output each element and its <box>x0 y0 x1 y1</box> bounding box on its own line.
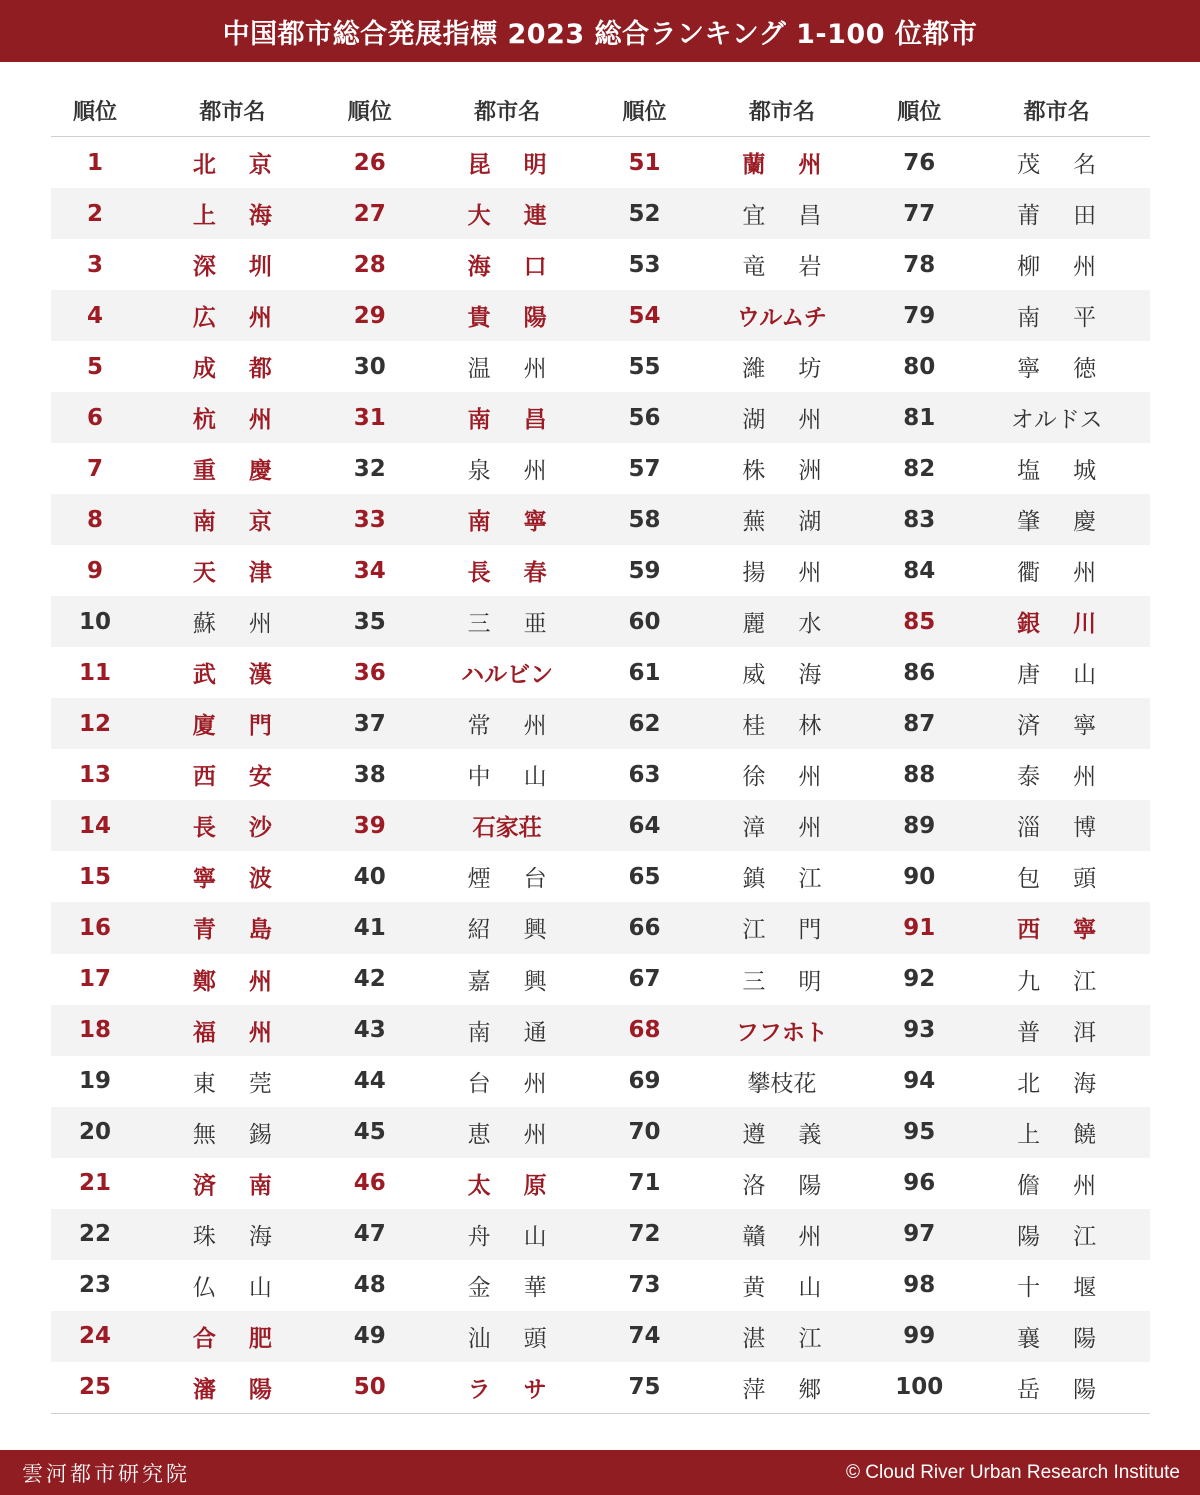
city-name-cell: 済 南 <box>192 1172 272 1199</box>
city-name-cell: 重 慶 <box>192 458 272 485</box>
rank-cell: 85 <box>903 608 936 635</box>
rank-cell: 98 <box>903 1272 936 1299</box>
city-name-cell: 鄭 州 <box>192 968 272 995</box>
city-name-cell: 宜 昌 <box>742 203 822 230</box>
rank-cell: 87 <box>903 710 936 737</box>
rank-cell: 77 <box>903 200 936 227</box>
column-header-city: 都市名 <box>474 99 541 125</box>
city-name-cell: 儋 州 <box>1017 1172 1097 1199</box>
rank-cell: 67 <box>628 966 661 993</box>
rank-cell: 1 <box>86 149 103 176</box>
table-row <box>51 1209 1150 1260</box>
city-name-cell: 広 州 <box>192 305 272 332</box>
city-name-cell: 湖 州 <box>742 407 822 434</box>
rank-cell: 89 <box>903 812 936 839</box>
rank-cell: 46 <box>353 1170 386 1197</box>
table-row <box>51 188 1150 239</box>
column-header-city: 都市名 <box>199 99 266 125</box>
ranking-table <box>51 84 1150 1414</box>
rank-cell: 23 <box>78 1272 111 1299</box>
rank-cell: 80 <box>903 353 936 380</box>
rank-cell: 51 <box>628 149 661 176</box>
city-name-cell: 包 頭 <box>1017 866 1097 893</box>
city-name-cell: 金 華 <box>467 1274 547 1301</box>
rank-cell: 70 <box>628 1119 661 1146</box>
table-row <box>51 800 1150 851</box>
footer-organization: 雲河都市研究院 <box>22 1461 190 1486</box>
rank-cell: 30 <box>353 353 386 380</box>
city-name-cell: 泉 州 <box>467 458 547 485</box>
city-name-cell: 長 沙 <box>192 815 272 842</box>
city-name-cell: 寧 波 <box>192 866 272 893</box>
rank-cell: 26 <box>353 149 386 176</box>
city-name-cell: 洛 陽 <box>742 1172 822 1199</box>
city-name-cell: 仏 山 <box>192 1274 272 1301</box>
rank-cell: 73 <box>628 1272 661 1299</box>
city-name-cell: 常 州 <box>467 713 547 740</box>
city-name-cell: 杭 州 <box>192 407 272 434</box>
column-header-city: 都市名 <box>1023 99 1090 125</box>
rank-cell: 33 <box>353 506 386 533</box>
city-name-cell: 淄 博 <box>1017 815 1097 842</box>
city-name-cell: 嘉 興 <box>467 968 547 995</box>
city-name-cell: 深 圳 <box>192 254 272 281</box>
city-name-cell: 三 明 <box>742 968 822 995</box>
rank-cell: 75 <box>628 1374 661 1401</box>
city-name-cell: 岳 陽 <box>1017 1376 1097 1403</box>
city-name-cell: 成 都 <box>192 356 272 383</box>
rank-cell: 83 <box>903 506 936 533</box>
city-name-cell: 揚 州 <box>742 560 822 587</box>
table-row <box>51 494 1150 545</box>
city-name-cell: 徐 州 <box>742 764 822 791</box>
rank-cell: 48 <box>353 1272 386 1299</box>
table-row <box>51 1056 1150 1107</box>
city-name-cell: 萍 郷 <box>742 1376 822 1403</box>
city-name-cell: 武 漢 <box>192 662 272 689</box>
page-footer <box>0 1450 1200 1495</box>
city-name-cell: 遵 義 <box>742 1121 822 1148</box>
rank-cell: 79 <box>903 302 936 329</box>
rank-cell: 28 <box>353 251 386 278</box>
city-name-cell: 威 海 <box>742 662 822 689</box>
city-name-cell: 済 寧 <box>1017 713 1097 740</box>
table-row <box>51 1260 1150 1311</box>
city-name-cell: 鎮 江 <box>742 866 822 893</box>
table-row <box>51 954 1150 1005</box>
table-row <box>51 392 1150 443</box>
city-name-cell: 舟 山 <box>467 1223 547 1250</box>
rank-cell: 44 <box>353 1068 386 1095</box>
rank-cell: 20 <box>78 1119 111 1146</box>
rank-cell: 76 <box>903 149 936 176</box>
table-row <box>51 137 1150 188</box>
rank-cell: 21 <box>78 1170 111 1197</box>
city-name-cell: 珠 海 <box>192 1223 272 1250</box>
city-name-cell: 昆 明 <box>467 152 547 179</box>
rank-cell: 95 <box>903 1119 936 1146</box>
table-row <box>51 647 1150 698</box>
rank-cell: 12 <box>78 710 111 737</box>
rank-cell: 36 <box>353 659 386 686</box>
rank-cell: 35 <box>353 608 386 635</box>
city-name-cell: 蘇 州 <box>192 611 272 638</box>
city-name-cell: 南 寧 <box>467 509 547 536</box>
city-name-cell: 茂 名 <box>1017 152 1097 179</box>
rank-cell: 63 <box>628 761 661 788</box>
city-name-cell: 莆 田 <box>1017 203 1097 230</box>
rank-cell: 88 <box>903 761 936 788</box>
rank-cell: 86 <box>903 659 936 686</box>
rank-cell: 25 <box>78 1374 111 1401</box>
city-name-cell: 漳 州 <box>742 815 822 842</box>
city-name-cell: 青 島 <box>192 917 272 944</box>
table-row <box>51 1311 1150 1362</box>
rank-cell: 60 <box>628 608 661 635</box>
rank-cell: 18 <box>78 1017 111 1044</box>
table-row <box>51 1005 1150 1056</box>
rank-cell: 32 <box>353 455 386 482</box>
city-name-cell: 福 州 <box>192 1019 272 1046</box>
city-name-cell: 北 京 <box>192 152 272 179</box>
rank-cell: 82 <box>903 455 936 482</box>
city-name-cell: 唐 山 <box>1017 662 1097 689</box>
city-name-cell: 塩 城 <box>1017 458 1097 485</box>
city-name-cell: 濰 坊 <box>742 356 822 383</box>
city-name-cell: 南 京 <box>192 509 272 536</box>
city-name-cell: 天 津 <box>192 560 272 587</box>
rank-cell: 41 <box>353 914 386 941</box>
table-row <box>51 290 1150 341</box>
rank-cell: 29 <box>353 302 386 329</box>
table-row <box>51 443 1150 494</box>
city-name-cell: 蘭 州 <box>742 152 822 179</box>
city-name-cell: オルドス <box>1010 407 1103 434</box>
rank-cell: 81 <box>903 404 936 431</box>
rank-cell: 65 <box>628 863 661 890</box>
city-name-cell: 湛 江 <box>742 1325 822 1352</box>
city-name-cell: 汕 頭 <box>467 1325 547 1352</box>
rank-cell: 56 <box>628 404 661 431</box>
footer-copyright: © Cloud River Urban Research Institute <box>846 1461 1180 1483</box>
city-name-cell: 温 州 <box>467 356 547 383</box>
rank-cell: 72 <box>628 1221 661 1248</box>
rank-cell: 90 <box>903 863 936 890</box>
rank-cell: 16 <box>78 914 111 941</box>
rank-cell: 45 <box>353 1119 386 1146</box>
column-header-rank: 順位 <box>622 99 667 125</box>
rank-cell: 96 <box>903 1170 936 1197</box>
city-name-cell: ハルビン <box>461 662 554 689</box>
rank-cell: 37 <box>353 710 386 737</box>
table-row <box>51 1107 1150 1158</box>
city-name-cell: 南 昌 <box>467 407 547 434</box>
rank-cell: 54 <box>628 302 661 329</box>
city-name-cell: 柳 州 <box>1017 254 1097 281</box>
city-name-cell: 西 寧 <box>1017 917 1097 944</box>
city-name-cell: 貴 陽 <box>467 305 547 332</box>
rank-cell: 93 <box>903 1017 936 1044</box>
page-title: 中国都市総合発展指標 2023 総合ランキング 1-100 位都市 <box>222 18 978 50</box>
table-body <box>51 137 1150 1413</box>
rank-cell: 58 <box>628 506 661 533</box>
city-name-cell: 銀 川 <box>1017 611 1097 638</box>
rank-cell: 94 <box>903 1068 936 1095</box>
city-name-cell: 中 山 <box>467 764 547 791</box>
table-row <box>51 749 1150 800</box>
city-name-cell: 南 平 <box>1017 305 1097 332</box>
rank-cell: 22 <box>78 1221 111 1248</box>
rank-cell: 9 <box>86 557 103 584</box>
city-name-cell: 煙 台 <box>467 866 547 893</box>
rank-cell: 14 <box>78 812 111 839</box>
city-name-cell: 寧 徳 <box>1017 356 1097 383</box>
table-row <box>51 596 1150 647</box>
rank-cell: 97 <box>903 1221 936 1248</box>
city-name-cell: 上 海 <box>192 203 272 230</box>
rank-cell: 66 <box>628 914 661 941</box>
table-row <box>51 1158 1150 1209</box>
city-name-cell: 襄 陽 <box>1017 1325 1097 1352</box>
city-name-cell: 石家荘 <box>472 815 542 842</box>
rank-cell: 100 <box>895 1374 944 1401</box>
city-name-cell: 株 洲 <box>742 458 822 485</box>
rank-cell: 6 <box>86 404 103 431</box>
rank-cell: 59 <box>628 557 661 584</box>
table-row <box>51 698 1150 749</box>
table-header-row <box>51 84 1150 137</box>
table-row <box>51 545 1150 596</box>
city-name-cell: 衢 州 <box>1017 560 1097 587</box>
rank-cell: 2 <box>86 200 103 227</box>
city-name-cell: 肇 慶 <box>1017 509 1097 536</box>
city-name-cell: 南 通 <box>467 1019 547 1046</box>
rank-cell: 71 <box>628 1170 661 1197</box>
rank-cell: 55 <box>628 353 661 380</box>
rank-cell: 42 <box>353 966 386 993</box>
rank-cell: 84 <box>903 557 936 584</box>
rank-cell: 5 <box>86 353 103 380</box>
city-name-cell: 桂 林 <box>742 713 822 740</box>
rank-cell: 27 <box>353 200 386 227</box>
city-name-cell: 合 肥 <box>192 1325 272 1352</box>
rank-cell: 62 <box>628 710 661 737</box>
city-name-cell: 攀枝花 <box>747 1070 817 1097</box>
city-name-cell: 瀋 陽 <box>192 1376 272 1403</box>
city-name-cell: 東 莞 <box>192 1070 272 1097</box>
city-name-cell: 上 饒 <box>1017 1121 1097 1148</box>
rank-cell: 10 <box>78 608 111 635</box>
rank-cell: 91 <box>903 914 936 941</box>
rank-cell: 49 <box>353 1323 386 1350</box>
rank-cell: 24 <box>78 1323 111 1350</box>
rank-cell: 47 <box>353 1221 386 1248</box>
rank-cell: 74 <box>628 1323 661 1350</box>
city-name-cell: 紹 興 <box>467 917 547 944</box>
rank-cell: 19 <box>78 1068 111 1095</box>
table-row <box>51 239 1150 290</box>
city-name-cell: ラ サ <box>467 1376 547 1403</box>
city-name-cell: 贛 州 <box>742 1223 822 1250</box>
city-name-cell: フフホト <box>735 1019 828 1046</box>
column-header-rank: 順位 <box>897 99 942 125</box>
rank-cell: 53 <box>628 251 661 278</box>
rank-cell: 17 <box>78 966 111 993</box>
rank-cell: 31 <box>353 404 386 431</box>
column-header-rank: 順位 <box>347 99 392 125</box>
table-bottom-rule <box>51 1413 1150 1414</box>
city-name-cell: 海 口 <box>467 254 547 281</box>
table-row <box>51 851 1150 902</box>
rank-cell: 61 <box>628 659 661 686</box>
city-name-cell: 江 門 <box>742 917 822 944</box>
rank-cell: 99 <box>903 1323 936 1350</box>
city-name-cell: ウルムチ <box>736 305 827 332</box>
city-name-cell: 太 原 <box>467 1172 547 1199</box>
city-name-cell: 普 洱 <box>1017 1019 1097 1046</box>
city-name-cell: 大 連 <box>467 203 547 230</box>
table-row <box>51 902 1150 953</box>
city-name-cell: 長 春 <box>467 560 547 587</box>
city-name-cell: 廈 門 <box>192 713 272 740</box>
table-row <box>51 341 1150 392</box>
city-name-cell: 十 堰 <box>1017 1274 1097 1301</box>
rank-cell: 7 <box>86 455 103 482</box>
rank-cell: 39 <box>353 812 386 839</box>
rank-cell: 3 <box>86 251 103 278</box>
rank-cell: 43 <box>353 1017 386 1044</box>
page-header <box>0 0 1200 62</box>
rank-cell: 13 <box>78 761 111 788</box>
rank-cell: 34 <box>353 557 386 584</box>
rank-cell: 69 <box>628 1068 661 1095</box>
city-name-cell: 無 錫 <box>192 1121 272 1148</box>
city-name-cell: 三 亜 <box>467 611 547 638</box>
city-name-cell: 九 江 <box>1017 968 1097 995</box>
city-name-cell: 西 安 <box>192 764 272 791</box>
rank-cell: 8 <box>86 506 103 533</box>
city-name-cell: 蕪 湖 <box>742 509 822 536</box>
column-header-rank: 順位 <box>72 99 117 125</box>
city-name-cell: 黄 山 <box>742 1274 822 1301</box>
rank-cell: 92 <box>903 966 936 993</box>
rank-cell: 15 <box>78 863 111 890</box>
city-name-cell: 恵 州 <box>467 1121 547 1148</box>
city-name-cell: 北 海 <box>1017 1070 1097 1097</box>
city-name-cell: 麗 水 <box>742 611 822 638</box>
city-name-cell: 台 州 <box>467 1070 547 1097</box>
rank-cell: 78 <box>903 251 936 278</box>
rank-cell: 4 <box>86 302 103 329</box>
rank-cell: 52 <box>628 200 661 227</box>
rank-cell: 57 <box>628 455 661 482</box>
city-name-cell: 竜 岩 <box>742 254 822 281</box>
column-header-city: 都市名 <box>748 99 815 125</box>
city-name-cell: 泰 州 <box>1017 764 1097 791</box>
rank-cell: 38 <box>353 761 386 788</box>
city-name-cell: 陽 江 <box>1017 1223 1097 1250</box>
rank-cell: 68 <box>628 1017 661 1044</box>
rank-cell: 64 <box>628 812 661 839</box>
rank-cell: 50 <box>353 1374 386 1401</box>
rank-cell: 11 <box>78 659 111 686</box>
rank-cell: 40 <box>353 863 386 890</box>
table-row <box>51 1362 1150 1413</box>
